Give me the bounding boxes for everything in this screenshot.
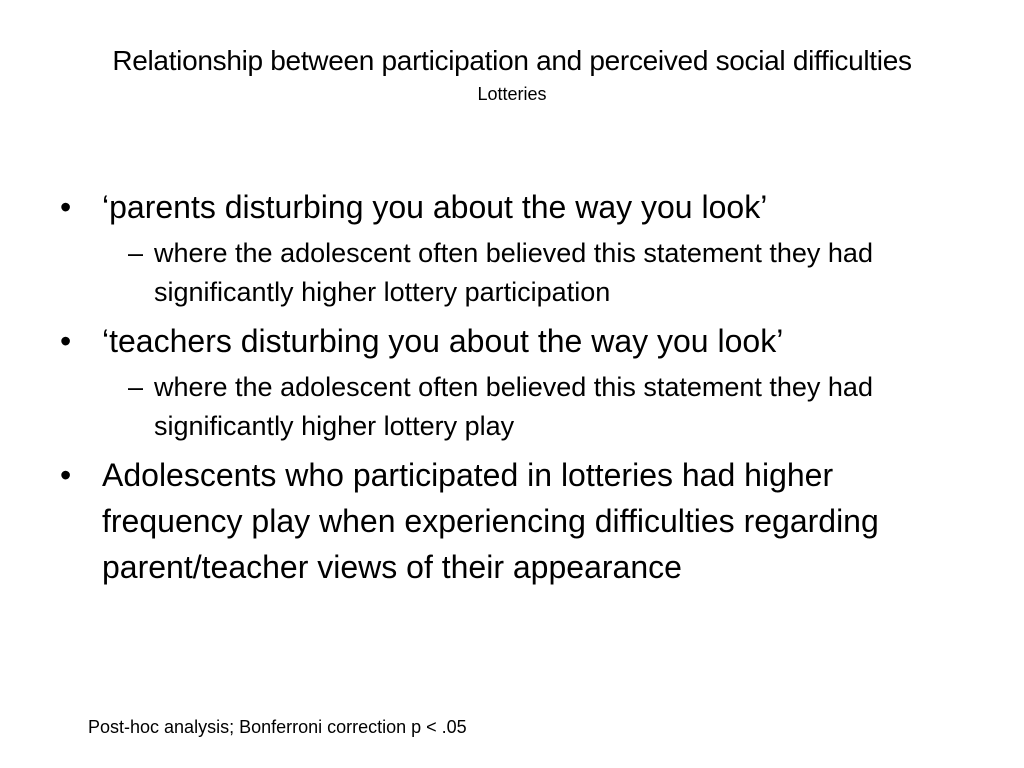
bullet-dot-icon: • [60,189,72,225]
bullet-dot-icon: • [60,323,72,359]
sub-bullet-text: where the adolescent often believed this statement they had significantly higher lottery participation [154,238,873,307]
bullet-text: ‘teachers disturbing you about the way you look’ [102,323,784,359]
sub-bullet-text: where the adolescent often believed this statement they had significantly higher lottery play [154,372,873,441]
bullet-text: Adolescents who participated in lotteries had higher frequency play when experiencing difficulties regarding parent/teacher views of their appearance [102,457,879,585]
slide-title: Relationship between participation and perceived social difficulties [112,45,912,76]
bullet-item [58,184,958,230]
sub-bullet-item [128,368,958,446]
bullet-list [58,184,958,590]
bullet-item [58,452,958,590]
title-block [80,40,944,106]
bullet-text: ‘parents disturbing you about the way you look’ [102,189,768,225]
sub-bullet-item [128,234,958,312]
bullet-dot-icon: • [60,457,72,493]
slide-subtitle: Lotteries [477,84,547,104]
bullet-item [58,318,958,364]
footnote: Post-hoc analysis; Bonferroni correction p < .05 [88,717,467,737]
dash-icon: – [128,238,144,268]
dash-icon: – [128,372,144,402]
